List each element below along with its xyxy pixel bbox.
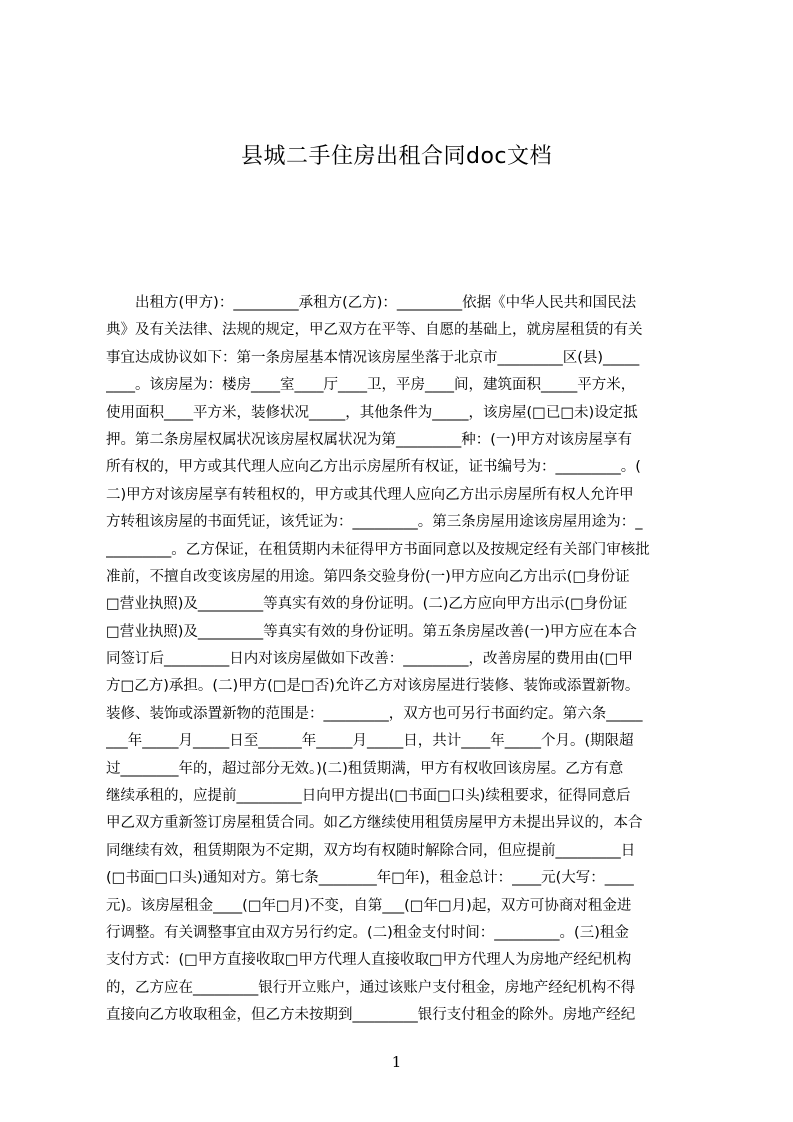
- body-line: 同继续有效，租赁期限为不定期，双方均有权随时解除合同，但应提前_________日: [106, 842, 636, 859]
- body-line: 支付方式：(□甲方直接收取□甲方代理人直接收取□甲方代理人为房地产经纪机构: [106, 952, 632, 969]
- body-line: 准前，不擅自改变该房屋的用途。第四条交验身份(一)甲方应向乙方出示(□身份证: [106, 568, 630, 585]
- body-line: 使用面积____平方米，装修状况_____，其他条件为_____，该房屋(□已□未)设定抵: [106, 404, 638, 421]
- body-line: (□书面□口头)通知对方。第七条________年□年)，租金总计：____元(大写：____: [106, 870, 634, 887]
- page-number: 1: [391, 1053, 402, 1071]
- document-title: 县城二手住房出租合同doc文档: [240, 144, 553, 169]
- body-line: 押。第二条房屋权属状况该房屋权属状况为第_________种：(一)甲方对该房屋享有: [106, 431, 633, 448]
- body-line: 典》及有关法律、法规的规定，甲乙双方在平等、自愿的基础上，就房屋租赁的有关: [106, 322, 643, 339]
- body-line: 甲乙双方重新签订房屋租赁合同。如乙方继续使用租赁房屋甲方未提出异议的，本合: [106, 815, 643, 832]
- body-line: □营业执照)及_________等真实有效的身份证明。(二)乙方应向甲方出示(□身份证: [106, 596, 628, 613]
- body-line: 事宜达成协议如下：第一条房屋基本情况该房屋坐落于北京市_________区(县)_____: [106, 349, 640, 366]
- body-line: _________。乙方保证，在租赁期内未征得甲方书面同意以及按规定经有关部门审核批: [106, 541, 650, 558]
- body-line: 元)。该房屋租金____(□年□月)不变，自第___(□年□月)起，双方可协商对租金进: [106, 897, 632, 914]
- body-line: 直接向乙方收取租金，但乙方未按期到_________银行支付租金的除外。房地产经纪: [106, 1007, 636, 1024]
- body-line: 所有权的，甲方或其代理人应向乙方出示房屋所有权证，证书编号为：_________。(: [106, 459, 641, 476]
- body-line: ____。该房屋为：楼房____室____厅____卫，平房____间，建筑面积_____平方米，: [106, 377, 636, 394]
- body-line: 方□乙方)承担。(二)甲方(□是□否)允许乙方对该房屋进行装修、装饰或添置新物。: [106, 678, 640, 695]
- body-line: 行调整。有关调整事宜由双方另行约定。(二)租金支付时间：_________。(三)租金: [106, 924, 629, 941]
- body-line: 方转租该房屋的书面凭证，该凭证为：_________。第三条房屋用途该房屋用途为：_: [106, 514, 643, 531]
- body-line: □营业执照)及_________等真实有效的身份证明。第五条房屋改善(一)甲方应在本合: [106, 623, 637, 640]
- body-line: 过________年的，超过部分无效。)(二)租赁期满，甲方有权收回该房屋。乙方有意: [106, 760, 624, 777]
- body-line: 同签订后_________日内对该房屋做如下改善：_________，改善房屋的费用由(□甲: [106, 651, 633, 668]
- body-line: 出租方(甲方)：_________承租方(乙方)：_________依据《中华人民共和国民法: [106, 295, 637, 311]
- body-line: 装修、装饰或添置新物的范围是：_________，双方也可另行书面约定。第六条_____: [106, 705, 643, 722]
- body-line: 的，乙方应在_________银行开立账户，通过该账户支付租金，房地产经纪机构不得: [106, 979, 636, 996]
- body-line: 继续承租的，应提前_________日向甲方提出(□书面□口头)续租要求，征得同意后: [106, 788, 631, 805]
- contract-body: [106, 290, 702, 1030]
- body-line: ___年_____月_____日至______年_____月_____日，共计____年_____个月。(期限超: [106, 733, 634, 750]
- body-line: 二)甲方对该房屋享有转租权的，甲方或其代理人应向乙方出示房屋所有权人允许甲: [106, 486, 634, 503]
